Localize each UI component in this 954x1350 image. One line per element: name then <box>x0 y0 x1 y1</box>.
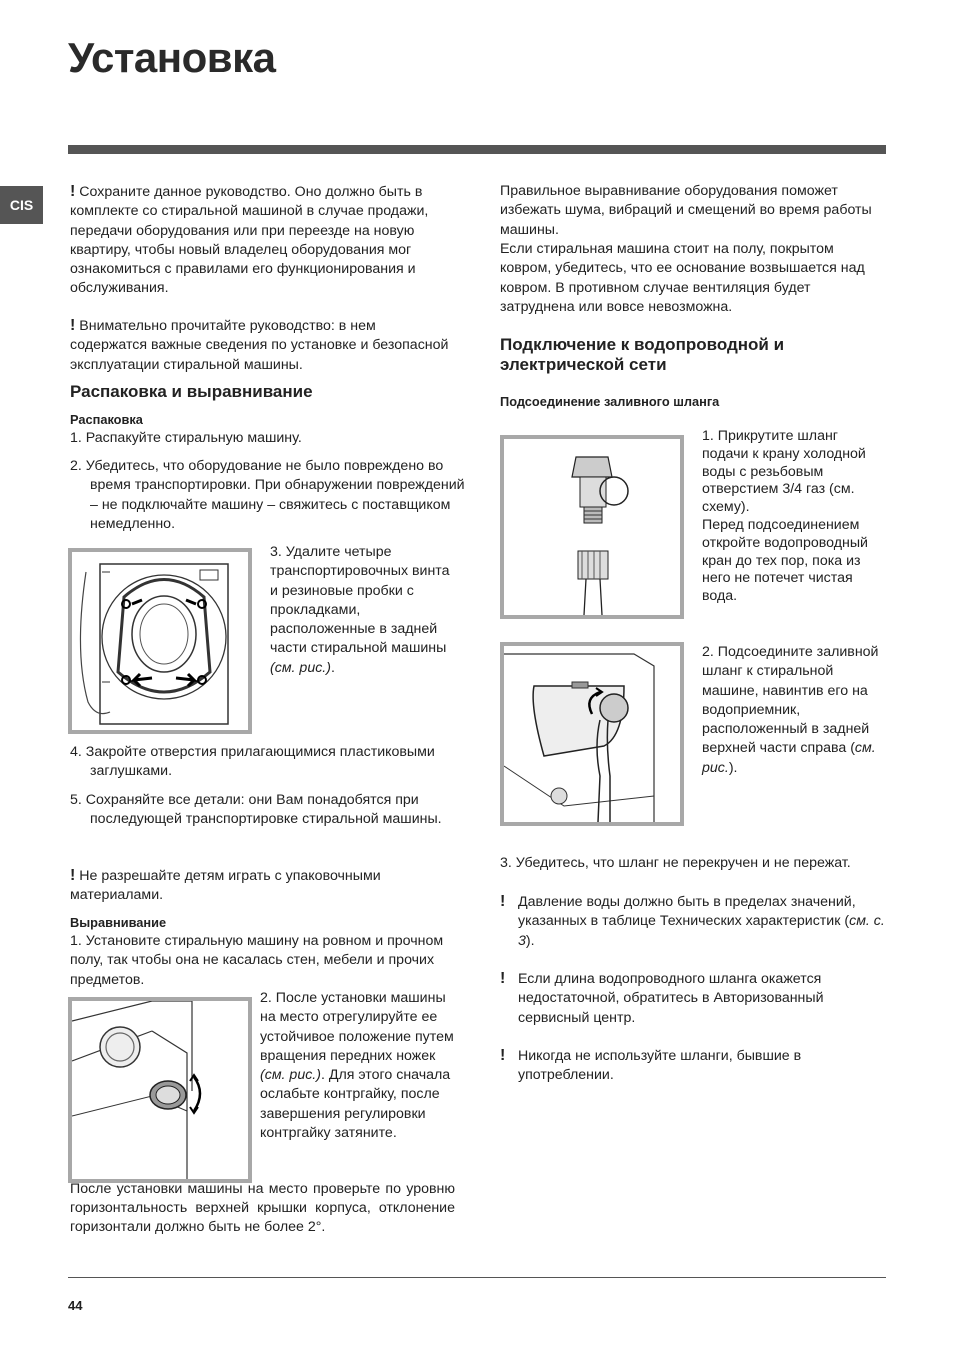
leveling-step-2 <box>260 989 456 1143</box>
hose-step-1 <box>702 428 886 606</box>
warning-keep-manual <box>70 182 455 299</box>
warning-pressure <box>500 893 886 951</box>
footer-rule <box>68 1277 886 1278</box>
warning-pressure-ref: см. с. 3 <box>518 913 885 949</box>
step-3-text: 3. Удалите четыре транспортировочных винта и резиновые пробки с прокладками, расположенные в задней части стиральной машины <box>270 544 450 657</box>
warning-text: Сохраните данное руководство. Оно должно быть в комплекте со стиральной машиной в случае продажи, передачи оборудования или при переезде на новую квартиру, чтобы новый владелец оборудования мог ознакомиться с правилами его функционирования и обслуживания. <box>70 184 429 297</box>
page-title: Установка <box>68 34 276 81</box>
inlet-connection-illustration <box>504 646 680 822</box>
hose-step-2-end: ). <box>728 759 738 776</box>
section-unpacking-heading: Распаковка и выравнивание <box>70 382 313 401</box>
leveling-step-2-text-b: . Для этого сначала ослабьте контргайку, после завершения регулировки контргайку затяните. <box>260 1067 451 1142</box>
hose-step-1-text: 1. Прикрутите шланг подачи к крану холодной воды с резьбовым отверстием 3/4 газ (см. схему). <box>702 428 866 516</box>
carpet-note-text: Если стиральная машина стоит на полу, покрытом ковром, убедитесь, что ее основание возвышается над ковром. В противном случае вентиляция будет затруднена или вовсе невозможна. <box>500 241 865 315</box>
warning-mark: ! <box>70 867 76 884</box>
unpack-step-1: 1. Распакуйте стиральную машину. <box>70 430 302 446</box>
unpack-step-5: 5. Сохраняйте все детали: они Вам понадобятся при последующей транспортировке стиральной машины. <box>70 792 442 828</box>
section-connection-heading: Подключение к водопроводной и электрической сети <box>500 335 785 374</box>
warning-text: Внимательно прочитайте руководство: в нем содержатся важные сведения по установке и безопасной эксплуатации стиральной машины. <box>70 318 449 373</box>
warning-text: Не разрешайте детям играть с упаковочными материалами. <box>70 868 381 904</box>
warning-used-hoses-text: Никогда не используйте шланги, бывшие в употреблении. <box>518 1048 802 1084</box>
header-rule <box>68 145 886 154</box>
language-tab: CIS <box>0 186 43 224</box>
washer-back-illustration <box>72 552 248 730</box>
warning-mark: ! <box>500 893 506 910</box>
warning-hose-length <box>500 970 886 1028</box>
unpack-step-3: 3. Удалите четыре транспортировочных винта и резиновые пробки с прокладками, расположенные в задней части стиральной машины (см. рис.). <box>270 544 450 676</box>
figure-tap-hose <box>500 435 684 619</box>
leveling-step-2-figure-ref: (см. рис.) <box>260 1067 321 1084</box>
leveling-step-2-text: 2. После установки машины на место отрегулируйте ее устойчивое положение путем вращения передних ножек <box>260 990 454 1064</box>
warning-children <box>70 866 455 906</box>
warning-read-manual <box>70 316 455 375</box>
warning-mark: ! <box>500 1047 506 1064</box>
leveling-subheading: Выравнивание <box>70 915 167 930</box>
hose-step-3: 3. Убедитесь, что шланг не перекручен и не пережат. <box>500 855 851 871</box>
hose-step-2-text: 2. Подсоедините заливной шланг к стиральной машине, навинтив его на водоприемник, расположенный в задней верхней части справа ( <box>702 644 879 757</box>
leveling-benefit-text: Правильное выравнивание оборудования поможет избежать шума, вибраций и смещений во время работы машины. <box>500 183 872 238</box>
unpack-step-4: 4. Закройте отверстия прилагающимися пластиковыми заглушками. <box>70 744 435 780</box>
warning-used-hoses <box>500 1047 886 1086</box>
warning-pressure-end: ). <box>525 932 535 949</box>
warning-mark: ! <box>70 317 76 334</box>
step-3-figure-ref: (см. рис.) <box>270 659 331 676</box>
hose-step-2-figure-ref: см. рис. <box>702 740 876 776</box>
page-number: 44 <box>68 1298 83 1313</box>
washer-feet-illustration <box>72 1001 248 1179</box>
hose-subheading: Подсоединение заливного шланга <box>500 394 720 409</box>
warning-mark: ! <box>70 183 76 200</box>
hose-step-2 <box>702 643 886 778</box>
figure-back-panel <box>68 548 252 734</box>
warning-mark: ! <box>500 970 506 987</box>
leveling-check-text: После установки машины на место проверьте по уровню горизонтальность верхней крышки корпуса, отклонение горизонтали должно быть не более 2°. <box>70 1181 455 1235</box>
warning-pressure-text: Давление воды должно быть в пределах значений, указанных в таблице Технических характеристик ( <box>518 894 856 930</box>
figure-inlet-connection <box>500 642 684 826</box>
hose-step-1-note: Перед подсоединением откройте водопроводный кран до тех пор, пока из него не потечет чистая вода. <box>702 516 868 605</box>
warning-hose-length-text: Если длина водопроводного шланга окажется недостаточной, обратитесь в Авторизованный сервисный центр. <box>518 971 824 1026</box>
unpack-step-2: 2. Убедитесь, что оборудование не было повреждено во время транспортировки. При обнаружении повреждений – не подключайте машину – свяжитесь с поставщиком немедленно. <box>70 458 465 532</box>
leveling-step-1: 1. Установите стиральную машину на ровном и прочном полу, так чтобы она не касалась стен, мебели и прочих предметов. <box>70 933 444 988</box>
tap-hose-illustration <box>504 439 680 615</box>
figure-adjust-feet <box>68 997 252 1183</box>
unpacking-subheading: Распаковка <box>70 412 143 427</box>
